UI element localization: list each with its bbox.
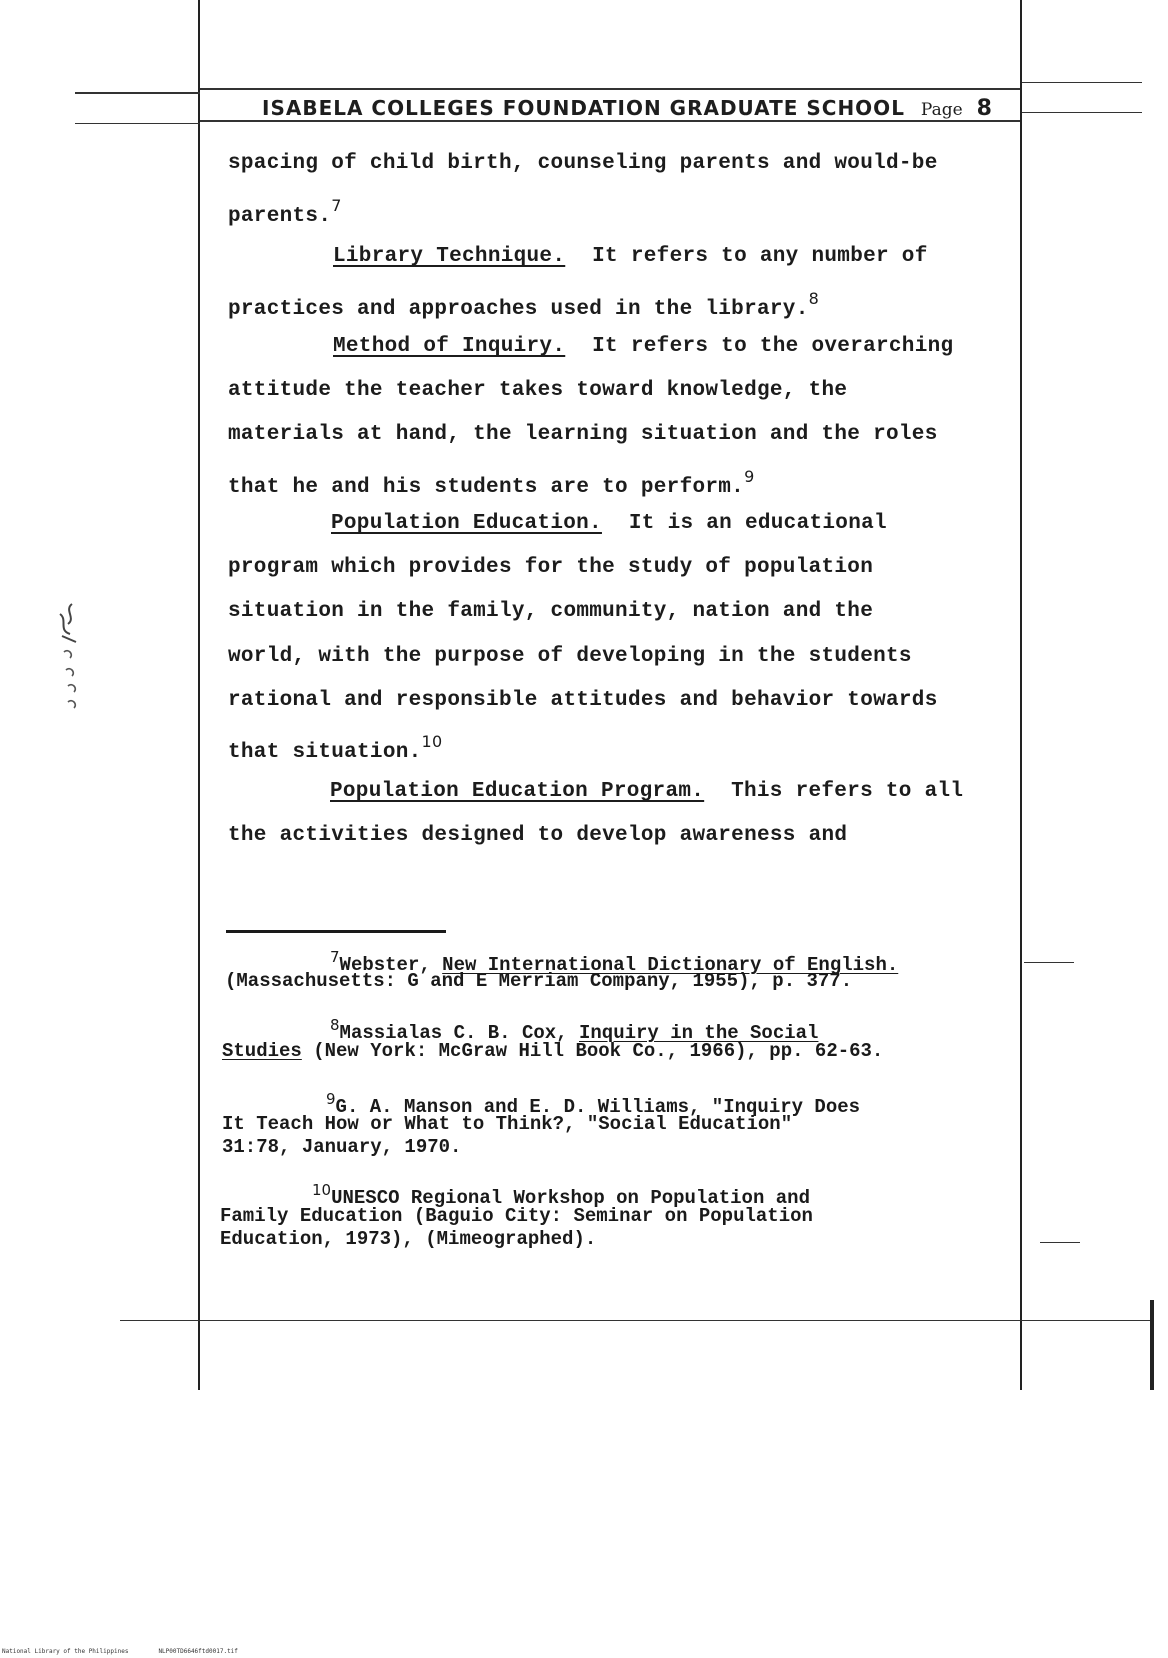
footnote-8: $^8$Massialas C. B. Cox, Inquiry in the Social (330, 1016, 819, 1044)
definition-population-education-program: Population Education Program. This refers to all (330, 780, 964, 803)
page-header (262, 96, 993, 121)
footnote-number: 10 (312, 1181, 332, 1199)
right-margin-rule (1020, 0, 1022, 1390)
footnote-ref: 10 (421, 732, 443, 751)
definition-population-education: Population Education. It is an educational (331, 512, 887, 535)
right-footnote-mark-2 (1040, 1242, 1080, 1243)
footnote-10: $^{10}$UNESCO Regional Workshop on Population and (312, 1181, 810, 1209)
footnote-title: New International Dictionary of English. (442, 954, 899, 976)
footnote-10-cont: Education, 1973), (Mimeographed). (220, 1228, 597, 1250)
right-edge-mark-bottom (1022, 112, 1142, 113)
footnote-7: $^7$Webster, New International Dictionary of English. (330, 948, 899, 976)
body-line: attitude the teacher takes toward knowledge, the (228, 379, 848, 402)
header-rule (200, 88, 1020, 90)
scan-filename: NLP00TD6646ftd0017.tif (158, 1648, 238, 1655)
footnote-9-cont: 31:78, January, 1970. (222, 1136, 462, 1158)
footnote-9: $^9$G. A. Manson and E. D. Williams, "Inquiry Does (326, 1090, 861, 1118)
footnote-ref: 9 (744, 467, 755, 486)
right-footnote-mark (1024, 962, 1074, 963)
body-line: practices and approaches used in the library.$^8$ (228, 289, 820, 321)
body-line: parents.$^7$ (228, 196, 342, 228)
page-number: 8 (976, 96, 993, 121)
footnote-number: 8 (330, 1016, 340, 1034)
school-title: ISABELA COLLEGES FOUNDATION GRADUATE SCHOOL (262, 96, 905, 120)
left-margin-rule (198, 0, 200, 1390)
footnote-7-cont: (Massachusetts: G and E Merriam Company, 1955), p. 377. (225, 970, 853, 992)
body-line: that situation.$^{10}$ (228, 732, 443, 764)
footnote-title: Inquiry in the Social (579, 1022, 819, 1044)
page-label: Page (920, 100, 963, 120)
body-line: the activities designed to develop awareness and (228, 824, 848, 847)
body-line: that he and his students are to perform.$^9$ (228, 467, 755, 499)
body-line: rational and responsible attitudes and behavior towards (228, 689, 938, 712)
footnote-10-cont: Family Education (Baguio City: Seminar on Population (220, 1205, 813, 1227)
left-edge-mark-bottom (75, 123, 200, 124)
body-line: spacing of child birth, counseling parents and would-be (228, 152, 938, 175)
footnote-number: 9 (326, 1090, 336, 1108)
body-line: situation in the family, community, nation and the (228, 600, 874, 623)
footnote-number: 7 (330, 948, 340, 966)
footnote-title: Studies (222, 1040, 302, 1062)
scan-credit: National Library of the Philippines NLP00TD6646ftd0017.tif (2, 1648, 238, 1655)
term-population-education-program: Population Education Program. (330, 780, 705, 803)
footnote-8-cont: Studies (New York: McGraw Hill Book Co., 1966), pp. 62-63. (222, 1040, 884, 1062)
definition-method-of-inquiry: Method of Inquiry. It refers to the overarching (333, 335, 954, 358)
footnote-9-cont: It Teach How or What to Think?, "Social Education" (222, 1113, 793, 1135)
footnote-separator (226, 930, 446, 933)
term-library-technique: Library Technique. (333, 245, 566, 268)
right-edge-bar (1150, 1300, 1154, 1390)
handwritten-margin-mark (50, 600, 90, 730)
right-edge-mark-top (1022, 82, 1142, 83)
left-edge-mark-top (75, 92, 200, 94)
body-line: program which provides for the study of population (228, 556, 874, 579)
footnote-ref: 7 (331, 196, 342, 215)
bottom-frame-rule (120, 1320, 1150, 1321)
term-method-of-inquiry: Method of Inquiry. (333, 335, 566, 358)
body-line: materials at hand, the learning situation and the roles (228, 423, 938, 446)
definition-library-technique: Library Technique. It refers to any number of (333, 245, 928, 268)
body-line: world, with the purpose of developing in the students (228, 645, 912, 668)
term-population-education: Population Education. (331, 512, 602, 535)
footnote-ref: 8 (808, 289, 820, 308)
